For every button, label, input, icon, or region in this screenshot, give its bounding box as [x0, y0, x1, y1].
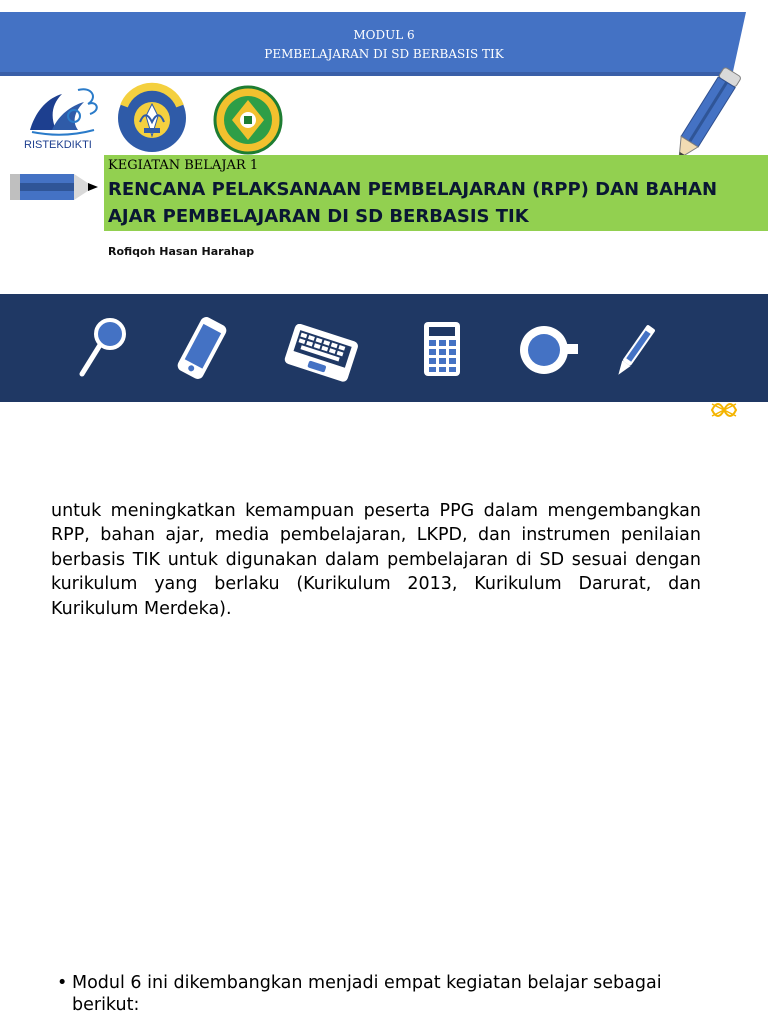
icon-strip — [0, 294, 768, 402]
bullet-text: Modul 6 ini dikembangkan menjadi empat kegiatan belajar sebagai berikut: — [72, 973, 662, 1015]
module-title: PEMBELAJARAN DI SD BERBASIS TIK — [264, 47, 504, 61]
module-number: MODUL 6 — [353, 28, 415, 42]
calculator-icon — [422, 320, 462, 378]
module-banner — [0, 12, 768, 76]
ristekdikti-logo — [22, 80, 100, 152]
smartphone-icon — [172, 314, 232, 382]
bullet-dot: • — [57, 973, 68, 993]
small-pencil-icon — [10, 170, 100, 204]
body-paragraph: untuk meningkatkan kemampuan peserta PPG dalam mengembangkan RPP, bahan ajar, media pembelajaran, LKPD, dan instrumen penilaian berbasis TIK untuk digunakan dalam pembelajaran di SD sesuai dengan kurikulum yang berlaku (Kurikulum 2013, Kurikulum Darurat, dan Kurikulum Merdeka). — [51, 501, 701, 619]
magnifier-icon — [76, 316, 130, 380]
university-seal-logo — [212, 84, 284, 156]
author-name: Rofiqoh Hasan Harahap — [108, 245, 255, 258]
kegiatan-bar — [104, 155, 768, 231]
tut-wuri-handayani-logo — [110, 82, 200, 154]
kegiatan-title: RENCANA PELAKSANAAN PEMBELAJARAN (RPP) DAN BAHAN AJAR PEMBELAJARAN DI SD BERBASIS TIK — [108, 179, 718, 227]
kegiatan-label: KEGIATAN BELAJAR 1 — [108, 158, 259, 173]
ristekdikti-wordmark: RISTEKDIKTI — [24, 139, 92, 151]
laptop-icon — [282, 324, 362, 384]
pen-icon — [610, 320, 660, 382]
ornament-icon — [710, 400, 738, 420]
coffee-cup-icon — [518, 322, 580, 380]
